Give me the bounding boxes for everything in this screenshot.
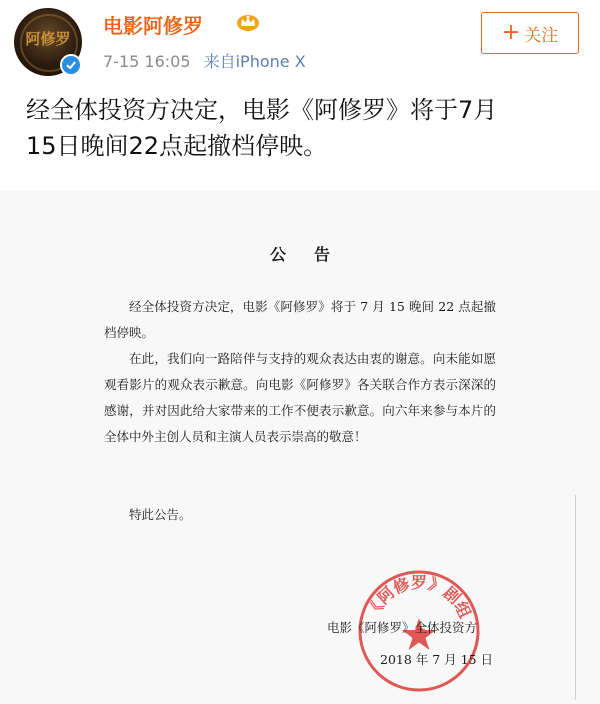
paper-edge-divider [575,495,576,700]
notice-date: 2018 年 7 月 15 日 [380,652,494,667]
post-meta [103,49,306,72]
post-text [26,92,586,164]
avatar-logo-text: 阿修罗 [25,30,71,48]
post-text-line-1: 经全体投资方决定，电影《阿修罗》将于7月 [26,96,498,124]
user-name-link[interactable]: 电影阿修罗 [103,14,203,38]
plus-icon: + [501,20,521,45]
verified-badge-icon [60,54,82,76]
post-header [0,0,600,82]
svg-text:《阿修罗》剧组: 《阿修罗》剧组 [363,573,475,622]
notice-signature: 电影《阿修罗》全体投资方 [327,620,478,635]
post-time: 7-15 16:05 [103,52,191,71]
notice-image[interactable] [0,190,600,704]
follow-button[interactable] [481,12,579,54]
post-text-line-2: 15日晚间22点起撤档停映。 [26,132,328,160]
notice-title: 公告 [269,245,358,264]
notice-paragraph-2: 在此，我们向一路陪伴与支持的观众表达由衷的谢意。向未能如愿观看影片的观众表示歉意。向电影《阿修罗》各关联合作方表示深深的感谢，并对因此给大家带来的工作不便表示歉意。向六年来参与本片的全体中外主创人员和主演人员表示崇高的敬意！ [104,351,496,444]
notice-paragraph-3: 特此公告。 [129,507,192,522]
crown-badge-icon [236,12,260,32]
follow-label: 关注 [524,25,559,46]
notice-paragraph-1: 经全体投资方决定，电影《阿修罗》将于 7 月 15 晚间 22 点起撤档停映。 [104,299,496,340]
post-source[interactable]: 来自iPhone X [203,52,306,71]
